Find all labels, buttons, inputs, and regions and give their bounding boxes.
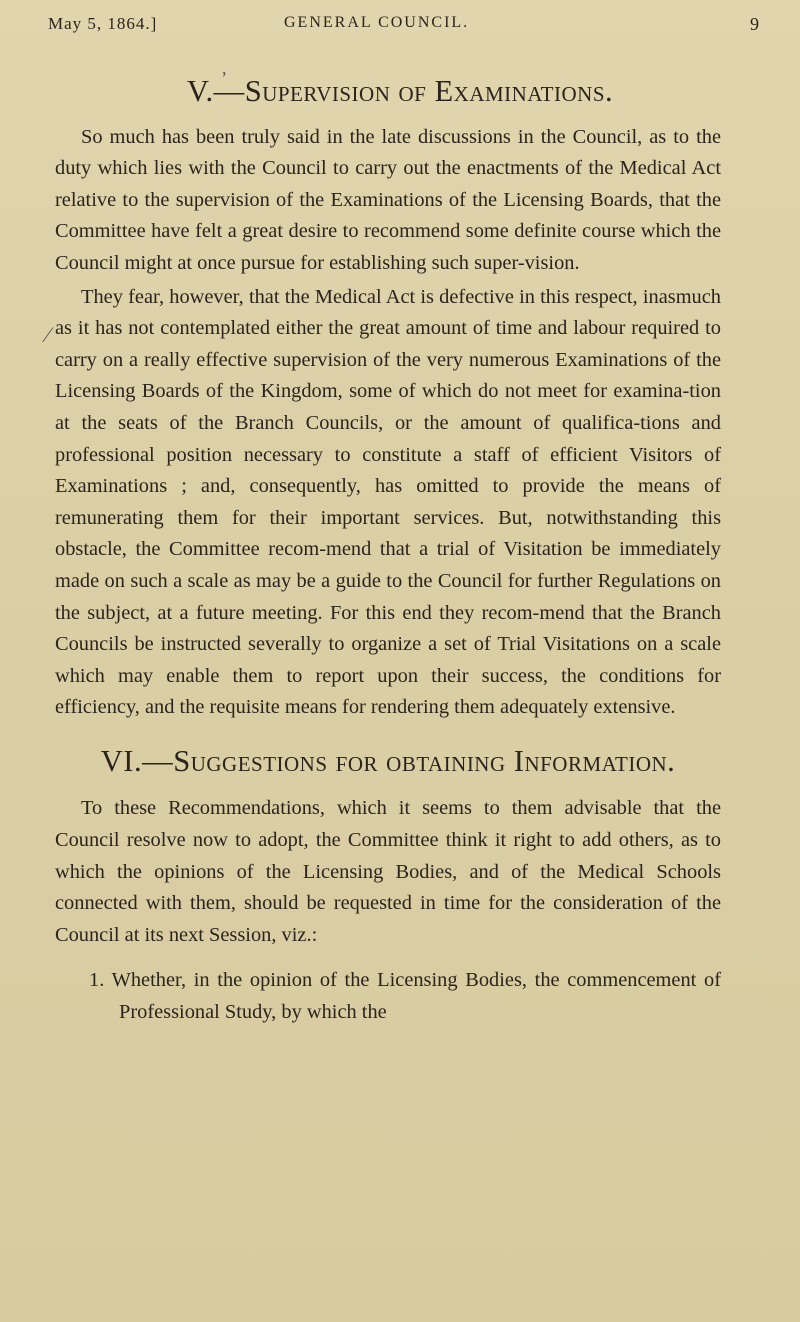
section-v-paragraph-2: They fear, however, that the Medical Act is defective in this respect, inasmuch as it has not contemplated either the great amount of time and labour required to carry on a really effective supervision of the very numerous Examinations of the Licensing Boards of the Kingdom, some of which do not meet for examina-tion at the seats of the Branch Councils, or the amount of qualifica-tions and professional position necessary to constitute a staff of efficient Visitors of Examinations ; and, consequently, has omitted to provide the means of remunerating them for their important services. But, notwithstanding this obstacle, the Committee recom-mend that a trial of Visitation be immediately made on such a scale as may be a guide to the Council for further Regulations on the subject, at a future meeting. For this end they recom-mend that the Branch Councils be instructed severally to organize a set of Trial Visitations on a scale which may enable them to report upon their success, the conditions for efficiency, and the requisite means for rendering them adequately extensive. [55, 285, 721, 719]
section-vi-heading: VI.—Suggestions for obtaining Information. [100, 743, 676, 778]
section-vi-paragraph-1: To these Recommendations, which it seems to them advisable that the Council resolve now to adopt, the Committee think it right to add others, as to which the opinions of the Licensing Bodies, and of the Medical Schools connected with them, should be requested in time for the consideration of the Council at its next Session, viz.: [55, 797, 721, 946]
section-v-paragraph-1: So much has been truly said in the late discussions in the Council, as to the duty which lies with the Council to carry out the enactments of the Medical Act relative to the supervision of the Examinations of the Licensing Boards, that the Committee have felt a great desire to recommend some definite course which the Council might at once pursue for establishing such super-vision. [55, 125, 721, 274]
running-header [48, 14, 760, 44]
header-date: May 5, 1864.] [48, 14, 158, 33]
margin-mark: , [222, 58, 227, 78]
header-running-title: GENERAL COUNCIL. [284, 14, 470, 31]
margin-mark: ⁄ [46, 322, 50, 347]
section-v-heading: V.—Supervision of Examinations. [186, 74, 614, 108]
list-item: 1. Whether, in the opinion of the Licensing Bodies, the commencement of Professional Study, by which the [89, 969, 721, 1024]
document-body [55, 76, 721, 1029]
page-number: 9 [750, 14, 760, 34]
